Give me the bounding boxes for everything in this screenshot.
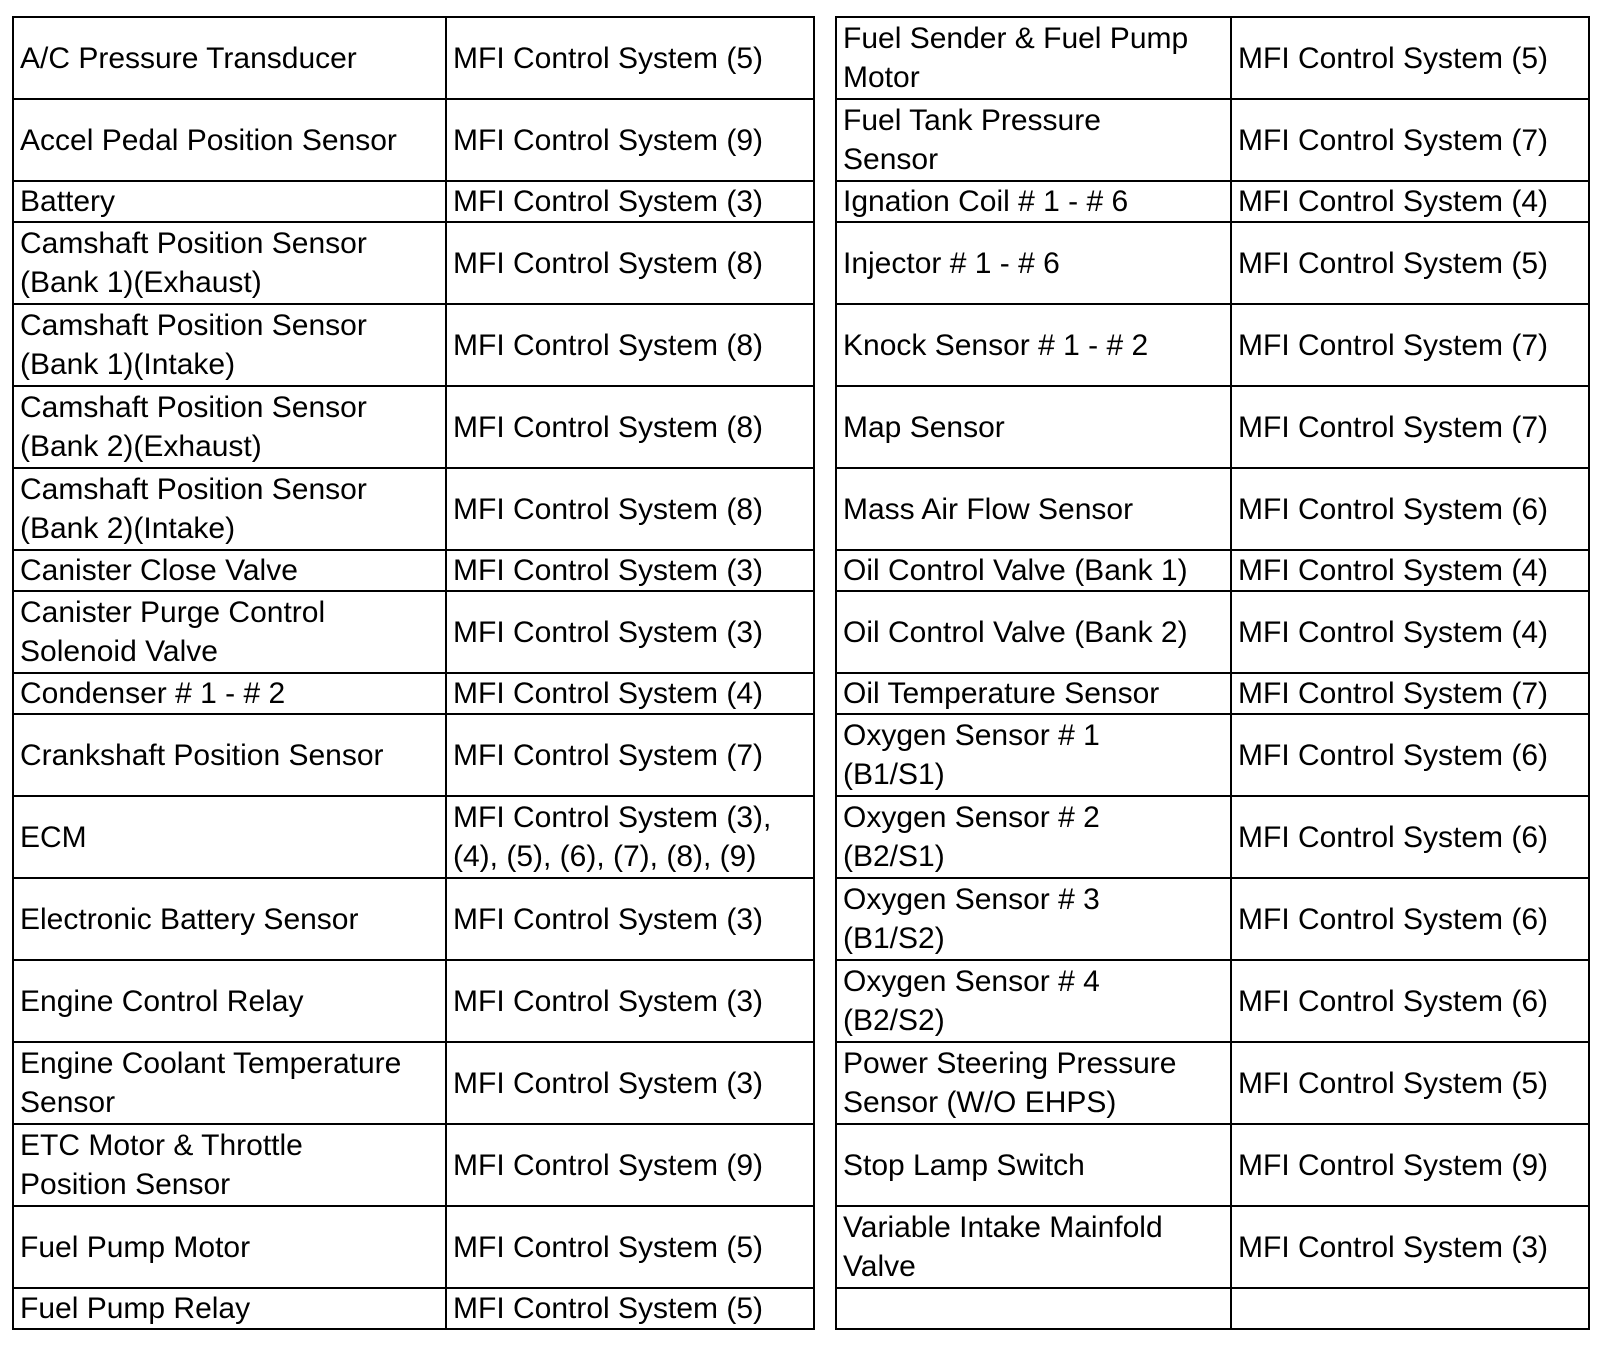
right-component-cell: Power Steering Pressure Sensor (W/O EHPS) (836, 1042, 1231, 1124)
table-row (13, 468, 1589, 550)
left-reference-cell: MFI Control System (9) (446, 99, 814, 181)
right-reference-cell: MFI Control System (6) (1231, 714, 1589, 796)
left-component-cell: Crankshaft Position Sensor (13, 714, 446, 796)
column-gap (814, 1042, 836, 1124)
left-component-cell: Accel Pedal Position Sensor (13, 99, 446, 181)
table-row (13, 222, 1589, 304)
left-component-cell: Engine Control Relay (13, 960, 446, 1042)
right-component-cell: Oil Temperature Sensor (836, 673, 1231, 714)
right-component-cell: Ignation Coil # 1 - # 6 (836, 181, 1231, 222)
left-component-cell: ETC Motor & Throttle Position Sensor (13, 1124, 446, 1206)
right-reference-cell: MFI Control System (6) (1231, 468, 1589, 550)
table-row (13, 17, 1589, 99)
column-gap (814, 181, 836, 222)
column-gap (814, 960, 836, 1042)
right-component-cell: Oxygen Sensor # 2 (B2/S1) (836, 796, 1231, 878)
right-component-cell: Fuel Sender & Fuel Pump Motor (836, 17, 1231, 99)
left-reference-cell: MFI Control System (4) (446, 673, 814, 714)
left-component-cell: A/C Pressure Transducer (13, 17, 446, 99)
table-row (13, 181, 1589, 222)
column-gap (814, 796, 836, 878)
right-reference-cell (1231, 1288, 1589, 1329)
left-component-cell: Camshaft Position Sensor (Bank 1)(Exhaust) (13, 222, 446, 304)
table-row (13, 673, 1589, 714)
left-reference-cell: MFI Control System (3), (4), (5), (6), (7), (8), (9) (446, 796, 814, 878)
left-reference-cell: MFI Control System (3) (446, 1042, 814, 1124)
left-reference-cell: MFI Control System (3) (446, 591, 814, 673)
right-component-cell: Map Sensor (836, 386, 1231, 468)
table-row (13, 796, 1589, 878)
right-reference-cell: MFI Control System (5) (1231, 17, 1589, 99)
left-component-cell: Battery (13, 181, 446, 222)
column-gap (814, 878, 836, 960)
component-index-table (12, 16, 1590, 1330)
left-reference-cell: MFI Control System (5) (446, 1206, 814, 1288)
right-component-cell: Mass Air Flow Sensor (836, 468, 1231, 550)
right-component-cell: Oxygen Sensor # 3 (B1/S2) (836, 878, 1231, 960)
table-row (13, 1124, 1589, 1206)
column-gap (814, 468, 836, 550)
column-gap (814, 714, 836, 796)
column-gap (814, 550, 836, 591)
table-row (13, 550, 1589, 591)
column-gap (814, 1288, 836, 1329)
right-component-cell: Oxygen Sensor # 1 (B1/S1) (836, 714, 1231, 796)
left-reference-cell: MFI Control System (9) (446, 1124, 814, 1206)
left-component-cell: Camshaft Position Sensor (Bank 1)(Intake) (13, 304, 446, 386)
table-row (13, 878, 1589, 960)
left-reference-cell: MFI Control System (3) (446, 960, 814, 1042)
right-reference-cell: MFI Control System (7) (1231, 673, 1589, 714)
table-row (13, 1042, 1589, 1124)
right-component-cell (836, 1288, 1231, 1329)
left-component-cell: Condenser # 1 - # 2 (13, 673, 446, 714)
left-reference-cell: MFI Control System (8) (446, 386, 814, 468)
right-reference-cell: MFI Control System (7) (1231, 99, 1589, 181)
table-row (13, 99, 1589, 181)
right-component-cell: Variable Intake Mainfold Valve (836, 1206, 1231, 1288)
table-body (13, 17, 1589, 1329)
right-reference-cell: MFI Control System (4) (1231, 181, 1589, 222)
table-row (13, 386, 1589, 468)
column-gap (814, 673, 836, 714)
left-reference-cell: MFI Control System (3) (446, 878, 814, 960)
left-reference-cell: MFI Control System (5) (446, 17, 814, 99)
right-reference-cell: MFI Control System (4) (1231, 591, 1589, 673)
left-component-cell: ECM (13, 796, 446, 878)
table-row (13, 1206, 1589, 1288)
left-reference-cell: MFI Control System (8) (446, 304, 814, 386)
left-component-cell: Canister Close Valve (13, 550, 446, 591)
right-reference-cell: MFI Control System (6) (1231, 960, 1589, 1042)
right-component-cell: Fuel Tank Pressure Sensor (836, 99, 1231, 181)
left-component-cell: Electronic Battery Sensor (13, 878, 446, 960)
right-reference-cell: MFI Control System (4) (1231, 550, 1589, 591)
right-reference-cell: MFI Control System (3) (1231, 1206, 1589, 1288)
right-component-cell: Oxygen Sensor # 4 (B2/S2) (836, 960, 1231, 1042)
right-reference-cell: MFI Control System (9) (1231, 1124, 1589, 1206)
right-reference-cell: MFI Control System (7) (1231, 304, 1589, 386)
column-gap (814, 1206, 836, 1288)
column-gap (814, 386, 836, 468)
column-gap (814, 99, 836, 181)
column-gap (814, 304, 836, 386)
left-reference-cell: MFI Control System (3) (446, 181, 814, 222)
left-component-cell: Canister Purge Control Solenoid Valve (13, 591, 446, 673)
right-reference-cell: MFI Control System (6) (1231, 796, 1589, 878)
left-component-cell: Fuel Pump Motor (13, 1206, 446, 1288)
left-component-cell: Camshaft Position Sensor (Bank 2)(Exhaust) (13, 386, 446, 468)
left-reference-cell: MFI Control System (5) (446, 1288, 814, 1329)
left-component-cell: Fuel Pump Relay (13, 1288, 446, 1329)
left-component-cell: Engine Coolant Temperature Sensor (13, 1042, 446, 1124)
left-component-cell: Camshaft Position Sensor (Bank 2)(Intake) (13, 468, 446, 550)
column-gap (814, 222, 836, 304)
right-component-cell: Injector # 1 - # 6 (836, 222, 1231, 304)
left-reference-cell: MFI Control System (3) (446, 550, 814, 591)
right-reference-cell: MFI Control System (5) (1231, 222, 1589, 304)
column-gap (814, 1124, 836, 1206)
table-row (13, 591, 1589, 673)
right-component-cell: Oil Control Valve (Bank 1) (836, 550, 1231, 591)
left-reference-cell: MFI Control System (7) (446, 714, 814, 796)
table-row (13, 714, 1589, 796)
right-component-cell: Stop Lamp Switch (836, 1124, 1231, 1206)
right-component-cell: Knock Sensor # 1 - # 2 (836, 304, 1231, 386)
right-component-cell: Oil Control Valve (Bank 2) (836, 591, 1231, 673)
right-reference-cell: MFI Control System (5) (1231, 1042, 1589, 1124)
left-reference-cell: MFI Control System (8) (446, 468, 814, 550)
table-row (13, 960, 1589, 1042)
column-gap (814, 17, 836, 99)
table-row (13, 304, 1589, 386)
left-reference-cell: MFI Control System (8) (446, 222, 814, 304)
table-row (13, 1288, 1589, 1329)
column-gap (814, 591, 836, 673)
right-reference-cell: MFI Control System (7) (1231, 386, 1589, 468)
right-reference-cell: MFI Control System (6) (1231, 878, 1589, 960)
